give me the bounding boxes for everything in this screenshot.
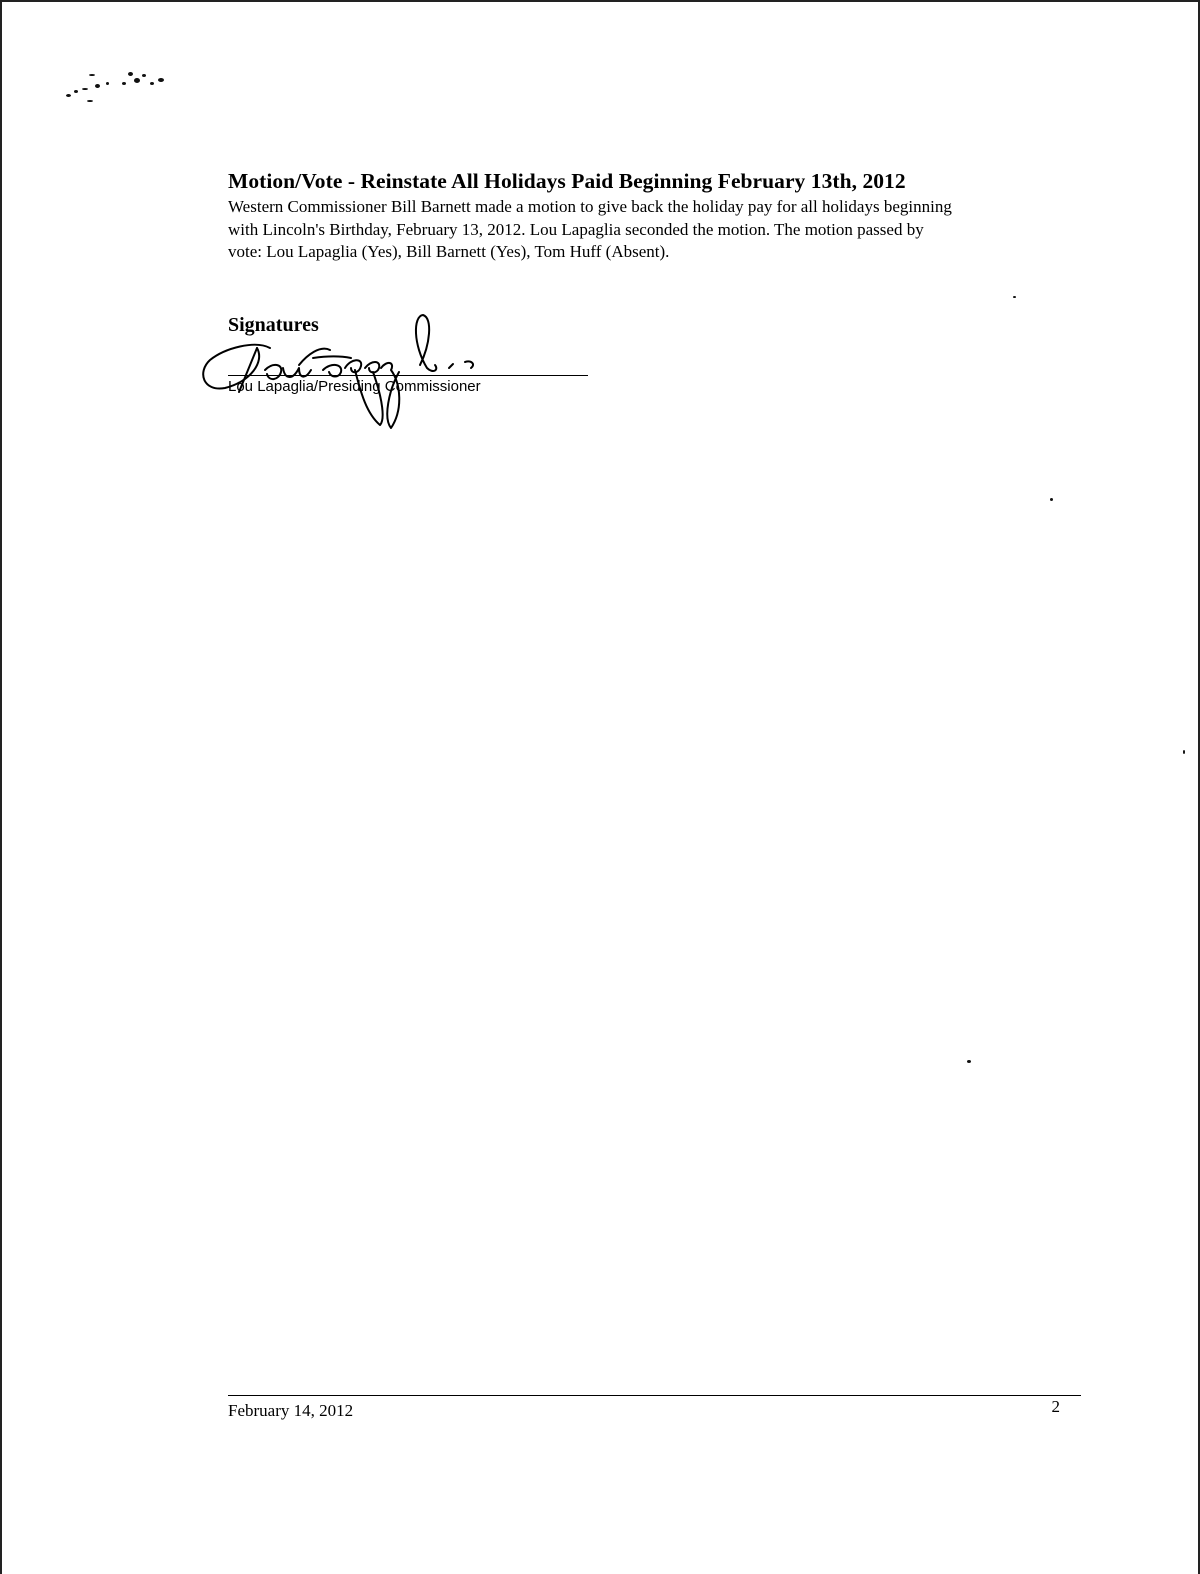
scan-speck [967,1060,971,1063]
scan-speckles [62,66,182,116]
motion-body-line: vote: Lou Lapaglia (Yes), Bill Barnett (Yes), Tom Huff (Absent). [228,242,670,261]
page-number: 2 [1051,1397,1060,1416]
motion-body [228,196,1088,264]
signatures-heading: Signatures [228,314,319,336]
motion-body-line: Western Commissioner Bill Barnett made a motion to give back the holiday pay for all holidays beginning [228,197,952,216]
scan-speck [1183,750,1185,754]
scan-speck [1050,498,1053,501]
signer-caption: Lou Lapaglia/Presiding Commissioner [228,378,481,395]
motion-heading: Motion/Vote - Reinstate All Holidays Paid Beginning February 13th, 2012 [228,169,906,193]
footer-rule [228,1395,1081,1396]
footer-date: February 14, 2012 [228,1401,354,1420]
motion-body-line: with Lincoln's Birthday, February 13, 2012. Lou Lapaglia seconded the motion. The motion passed by [228,219,924,239]
scan-speck [1013,296,1016,298]
handwritten-signature [195,310,495,435]
